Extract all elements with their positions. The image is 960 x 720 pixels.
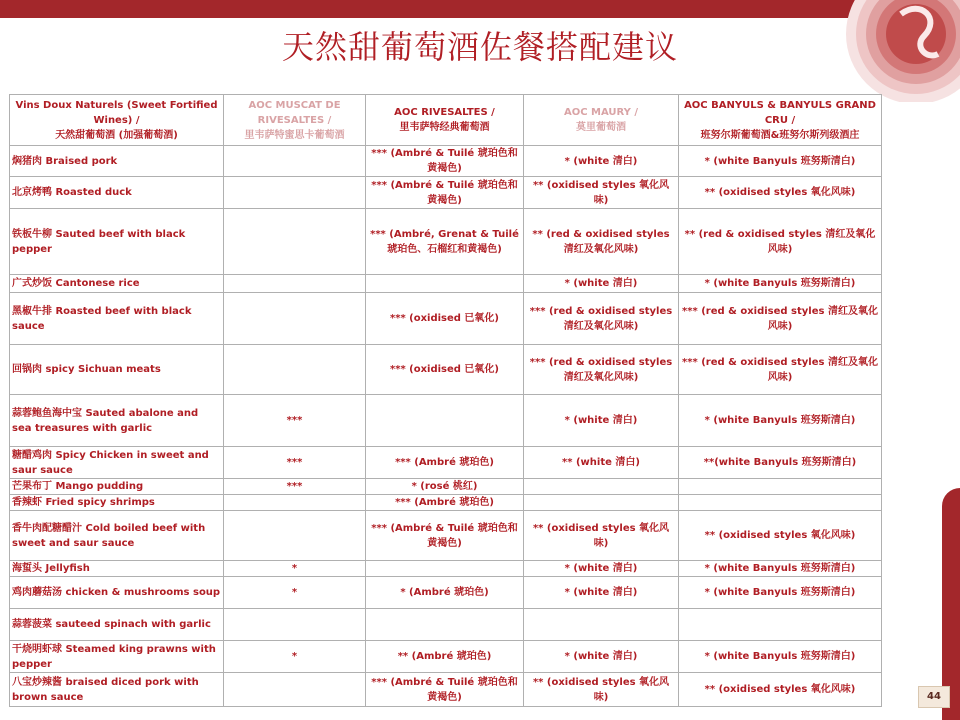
- cell-rivesaltes: * (Ambré 琥珀色): [366, 577, 524, 609]
- cell-banyuls: * (white Banyuls 班努斯清白): [679, 395, 882, 447]
- cell-muscat: [224, 146, 366, 177]
- page-number: 44: [918, 686, 950, 708]
- cell-muscat: [224, 495, 366, 511]
- cell-banyuls: * (white Banyuls 班努斯清白): [679, 275, 882, 293]
- cell-rivesaltes: *** (Ambré & Tuilé 琥珀色和黄褐色): [366, 511, 524, 561]
- cell-maury: ** (oxidised styles 氧化风味): [524, 673, 679, 707]
- cell-dish: 蒜蓉鲍鱼海中宝 Sauted abalone and sea treasures with garlic: [10, 395, 224, 447]
- cell-maury: * (white 清白): [524, 395, 679, 447]
- cell-banyuls: *** (red & oxidised styles 清红及氧化风味): [679, 345, 882, 395]
- table-row: [10, 209, 882, 275]
- cell-dish: 焖猪肉 Braised pork: [10, 146, 224, 177]
- cell-muscat: *: [224, 561, 366, 577]
- table-body: [10, 146, 882, 707]
- cell-maury: ** (red & oxidised styles 清红及氧化风味): [524, 209, 679, 275]
- cell-banyuls: **(white Banyuls 班努斯清白): [679, 447, 882, 479]
- cell-rivesaltes: [366, 609, 524, 641]
- cell-dish: 铁板牛柳 Sauted beef with black pepper: [10, 209, 224, 275]
- cell-maury: ** (oxidised styles 氧化风味): [524, 177, 679, 209]
- pairing-table-container: [9, 94, 881, 707]
- cell-rivesaltes: *** (Ambré 琥珀色): [366, 495, 524, 511]
- cell-banyuls: ** (oxidised styles 氧化风味): [679, 511, 882, 561]
- cell-dish: 香牛肉配糖醋汁 Cold boiled beef with sweet and saur sauce: [10, 511, 224, 561]
- table-row: [10, 395, 882, 447]
- cell-banyuls: [679, 609, 882, 641]
- cell-maury: ** (white 清白): [524, 447, 679, 479]
- cell-muscat: [224, 511, 366, 561]
- table-row: [10, 511, 882, 561]
- cell-banyuls: * (white Banyuls 班努斯清白): [679, 561, 882, 577]
- header-muscat-rivesaltes: AOC MUSCAT DE RIVESALTES / 里韦萨特蜜思卡葡萄酒: [224, 95, 366, 146]
- cell-maury: [524, 609, 679, 641]
- table-row: [10, 609, 882, 641]
- cell-banyuls: * (white Banyuls 班努斯清白): [679, 641, 882, 673]
- cell-muscat: [224, 275, 366, 293]
- cell-rivesaltes: [366, 275, 524, 293]
- cell-rivesaltes: * (rosé 桃红): [366, 479, 524, 495]
- table-row: [10, 293, 882, 345]
- table-row: [10, 561, 882, 577]
- cell-maury: [524, 479, 679, 495]
- cell-banyuls: * (white Banyuls 班努斯清白): [679, 577, 882, 609]
- page-title: 天然甜葡萄酒佐餐搭配建议: [281, 28, 678, 66]
- cell-banyuls: ** (oxidised styles 氧化风味): [679, 673, 882, 707]
- header-banyuls: AOC BANYULS & BANYULS GRAND CRU / 班努尔斯葡萄酒&班努尔斯列级酒庄: [679, 95, 882, 146]
- cell-maury: *** (red & oxidised styles 清红及氧化风味): [524, 345, 679, 395]
- cell-rivesaltes: ** (Ambré 琥珀色): [366, 641, 524, 673]
- cell-muscat: [224, 209, 366, 275]
- cell-muscat: *: [224, 577, 366, 609]
- cell-muscat: *: [224, 641, 366, 673]
- cell-muscat: [224, 345, 366, 395]
- cell-dish: 干烧明虾球 Steamed king prawns with pepper: [10, 641, 224, 673]
- cell-rivesaltes: *** (Ambré, Grenat & Tuilé 琥珀色、石榴红和黄褐色): [366, 209, 524, 275]
- cell-dish: 鸡肉蘑菇汤 chicken & mushrooms soup: [10, 577, 224, 609]
- cell-banyuls: [679, 495, 882, 511]
- cell-dish: 芒果布丁 Mango pudding: [10, 479, 224, 495]
- cell-maury: * (white 清白): [524, 561, 679, 577]
- cell-rivesaltes: *** (oxidised 已氧化): [366, 345, 524, 395]
- cell-muscat: [224, 293, 366, 345]
- cell-dish: 蒜蓉菠菜 sauteed spinach with garlic: [10, 609, 224, 641]
- pairing-table: [9, 94, 882, 707]
- cell-rivesaltes: *** (Ambré 琥珀色): [366, 447, 524, 479]
- cell-dish: 黑椒牛排 Roasted beef with black sauce: [10, 293, 224, 345]
- header-maury: AOC MAURY / 莫里葡萄酒: [524, 95, 679, 146]
- cell-dish: 海蜇头 Jellyfish: [10, 561, 224, 577]
- header-dish: Vins Doux Naturels (Sweet Fortified Wines) / 天然甜葡萄酒 (加强葡萄酒): [10, 95, 224, 146]
- cell-rivesaltes: *** (Ambré & Tuilé 琥珀色和黄褐色): [366, 177, 524, 209]
- cell-dish: 香辣虾 Fried spicy shrimps: [10, 495, 224, 511]
- cell-maury: * (white 清白): [524, 577, 679, 609]
- cell-dish: 北京烤鸭 Roasted duck: [10, 177, 224, 209]
- cell-rivesaltes: [366, 561, 524, 577]
- cell-maury: * (white 清白): [524, 641, 679, 673]
- cell-banyuls: ** (oxidised styles 氧化风味): [679, 177, 882, 209]
- table-row: [10, 275, 882, 293]
- cell-dish: 八宝炒辣酱 braised diced pork with brown sauce: [10, 673, 224, 707]
- cell-muscat: [224, 673, 366, 707]
- cell-dish: 回锅肉 spicy Sichuan meats: [10, 345, 224, 395]
- table-row: [10, 495, 882, 511]
- cell-muscat: ***: [224, 447, 366, 479]
- cell-banyuls: *** (red & oxidised styles 清红及氧化风味): [679, 293, 882, 345]
- cell-banyuls: ** (red & oxidised styles 清红及氧化风味): [679, 209, 882, 275]
- table-row: [10, 577, 882, 609]
- cell-rivesaltes: *** (oxidised 已氧化): [366, 293, 524, 345]
- table-row: [10, 177, 882, 209]
- cell-rivesaltes: [366, 395, 524, 447]
- cell-dish: 糖醋鸡肉 Spicy Chicken in sweet and saur sauce: [10, 447, 224, 479]
- table-row: [10, 146, 882, 177]
- table-header-row: [10, 95, 882, 146]
- table-row: [10, 673, 882, 707]
- cell-muscat: [224, 609, 366, 641]
- cell-dish: 广式炒饭 Cantonese rice: [10, 275, 224, 293]
- cell-maury: * (white 清白): [524, 146, 679, 177]
- table-row: [10, 345, 882, 395]
- cell-rivesaltes: *** (Ambré & Tuilé 琥珀色和黄褐色): [366, 146, 524, 177]
- cell-maury: ** (oxidised styles 氧化风味): [524, 511, 679, 561]
- cell-rivesaltes: *** (Ambré & Tuilé 琥珀色和黄褐色): [366, 673, 524, 707]
- cell-muscat: [224, 177, 366, 209]
- cell-banyuls: * (white Banyuls 班努斯清白): [679, 146, 882, 177]
- cell-muscat: ***: [224, 395, 366, 447]
- cell-maury: *** (red & oxidised styles 清红及氧化风味): [524, 293, 679, 345]
- cell-maury: * (white 清白): [524, 275, 679, 293]
- header-rivesaltes: AOC RIVESALTES / 里韦萨特经典葡萄酒: [366, 95, 524, 146]
- cell-maury: [524, 495, 679, 511]
- table-row: [10, 479, 882, 495]
- cell-banyuls: [679, 479, 882, 495]
- cell-muscat: ***: [224, 479, 366, 495]
- table-row: [10, 447, 882, 479]
- table-row: [10, 641, 882, 673]
